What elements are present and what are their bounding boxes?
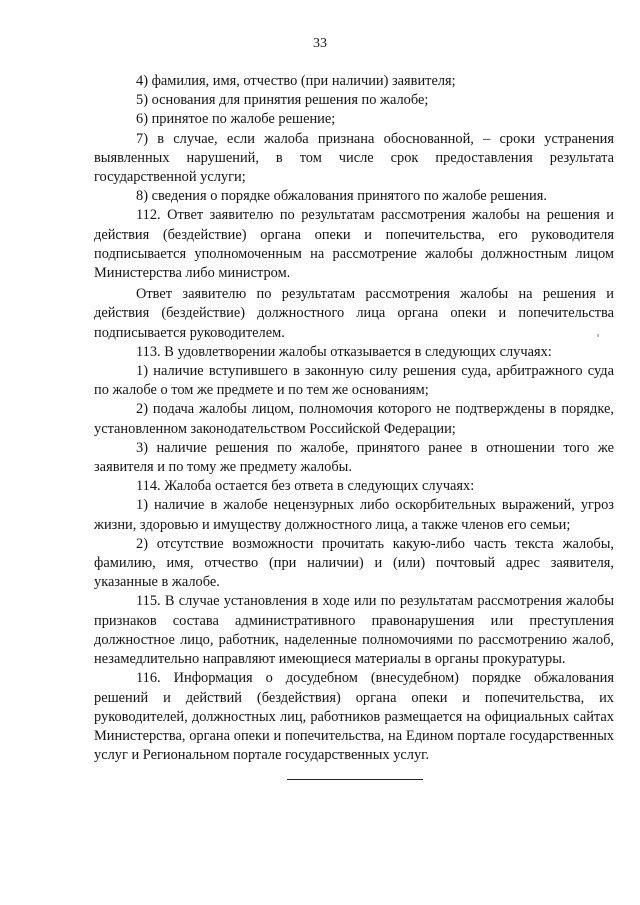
paragraph-113-item-1: 1) наличие вступившего в законную силу решения суда, арбитражного суда по жалобе о том же предмете и по тем же основаниям; bbox=[94, 363, 614, 399]
paragraph-114-item-2: 2) отсутствие возможности прочитать какую-либо часть текста жалобы, фамилию, имя, отчество (при наличии) и (или) почтовый адрес заявителя, указанные в жалобе. bbox=[94, 535, 614, 591]
paragraph-item-6-decision-taken: 6) принятое по жалобе решение; bbox=[136, 111, 336, 128]
paragraph-113-item-3: 3) наличие решения по жалобе, принятого ранее в отношении того же заявителя и по тому же предмету жалобы. bbox=[94, 439, 614, 476]
paragraph-112-response-signature: 112. Ответ заявителю по результатам рассмотрения жалобы на решения и действия (бездействие) органа опеки и попечительства, его руководителя подписывается уполномоченным на рассмотрение жалобы должностным лицом Министерства либо министром. bbox=[94, 207, 614, 282]
paragraph-item-8-appeal-procedure: 8) сведения о порядке обжалования принятого по жалобе решения. bbox=[136, 188, 547, 205]
paragraph-114-no-answer-cases: 114. Жалоба остается без ответа в следующих случаях: bbox=[136, 478, 475, 495]
paragraph-116-information: 116. Информация о досудебном (внесудебном) порядке обжалования решений и действий (бездействия) органа опеки и попечительства, их руководителей, должностных лиц, работников размещается на официальных сайтах Министерства, органа опеки и попечительства, на Едином портале государственных услуг и Региональном портале государственных услуг. bbox=[94, 670, 614, 764]
paragraph-113-item-2: 2) подача жалобы лицом, полномочия которого не подтверждены в порядке, установленном законодательством Российской Федерации; bbox=[94, 401, 614, 437]
paragraph-115-prosecution: 115. В случае установления в ходе или по результатам рассмотрения жалобы признаков состава административного правонарушения или преступления должностное лицо, работник, наделенные полномочиями по рассмотрению жалоб, незамедлительно направляют имеющиеся материалы в органы прокуратуры. bbox=[94, 593, 614, 668]
paragraph-113-refusal-cases: 113. В удовлетворении жалобы отказывается в следующих случаях: bbox=[136, 343, 552, 360]
end-separator-line bbox=[287, 779, 423, 780]
paragraph-item-4-applicant-name: 4) фамилия, имя, отчество (при наличии) заявителя; bbox=[136, 73, 456, 89]
scan-speck bbox=[597, 334, 599, 337]
paragraph-item-5-decision-grounds: 5) основания для принятия решения по жалобе; bbox=[136, 92, 429, 109]
paragraph-response-official: Ответ заявителю по результатам рассмотрения жалобы на решения и действия (бездействие) должностного лица органа опеки и попечительства подписывается руководителем. bbox=[94, 286, 614, 341]
paragraph-114-item-1: 1) наличие в жалобе нецензурных либо оскорбительных выражений, угроз жизни, здоровью и имуществу должностного лица, а также членов его семьи; bbox=[94, 497, 614, 533]
page-number: 33 bbox=[313, 36, 327, 51]
document-body bbox=[94, 72, 614, 765]
paragraph-item-7-violation-deadlines: 7) в случае, если жалоба признана обоснованной, – сроки устранения выявленных нарушений, в том числе срок предоставления результата государственной услуги; bbox=[94, 130, 614, 186]
